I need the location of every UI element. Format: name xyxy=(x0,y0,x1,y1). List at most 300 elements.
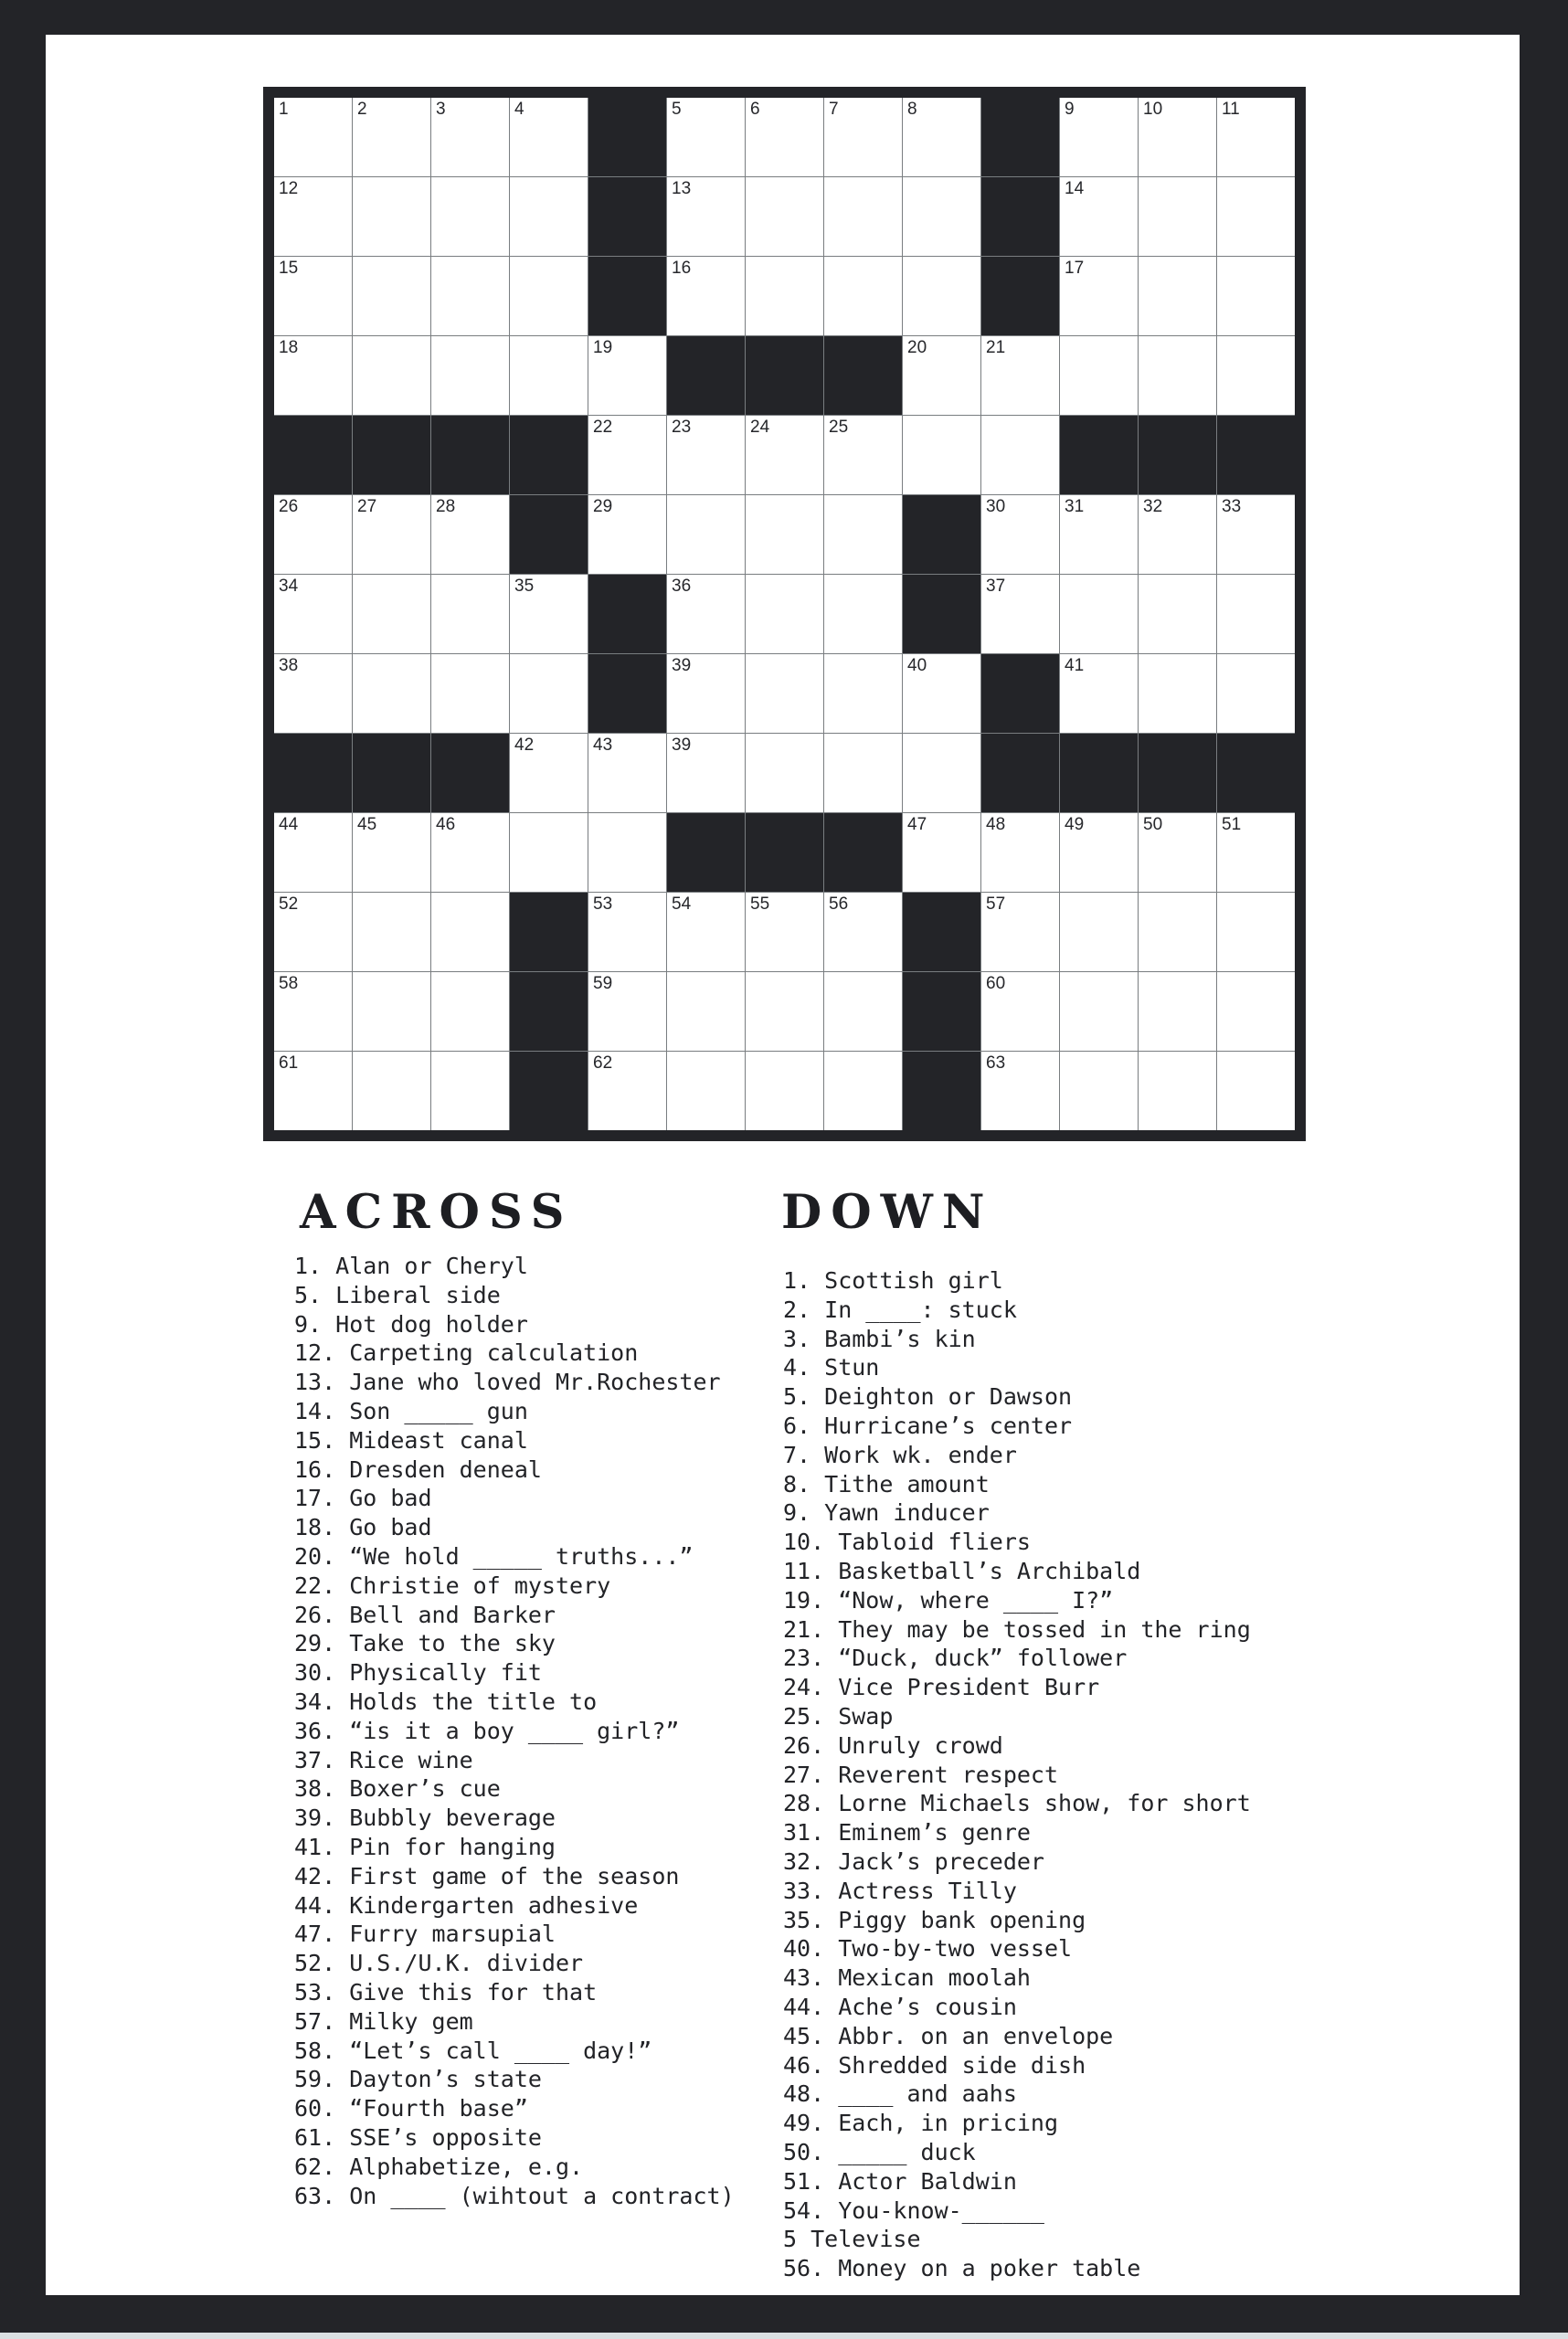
grid-cell[interactable] xyxy=(824,98,902,176)
black-square xyxy=(588,654,666,733)
black-square xyxy=(353,416,430,494)
grid-cell[interactable] xyxy=(274,257,352,335)
grid-cell[interactable] xyxy=(274,98,352,176)
grid-cell[interactable] xyxy=(824,893,902,971)
black-square xyxy=(981,98,1059,176)
grid-cell[interactable] xyxy=(746,416,823,494)
grid-cell[interactable] xyxy=(1139,654,1216,733)
cell-number: 15 xyxy=(279,259,299,278)
grid-cell[interactable] xyxy=(903,98,980,176)
down-clue: 1. Scottish girl xyxy=(783,1267,1003,1294)
black-square xyxy=(510,1052,588,1130)
cell-number: 14 xyxy=(1065,179,1085,198)
cell-number: 24 xyxy=(750,418,770,437)
grid-cell[interactable] xyxy=(1217,177,1295,256)
grid-cell[interactable] xyxy=(903,813,980,892)
paper-sheet xyxy=(46,35,1520,2295)
cell-number: 53 xyxy=(593,894,613,914)
cell-number: 29 xyxy=(593,497,613,516)
grid-cell[interactable] xyxy=(824,734,902,812)
across-clue: 53. Give this for that xyxy=(294,1978,598,2006)
across-clue: 22. Christie of mystery xyxy=(294,1572,611,1599)
cell-number: 4 xyxy=(514,100,524,119)
cell-number: 59 xyxy=(593,974,613,993)
cell-number: 6 xyxy=(750,100,760,119)
down-clue: 3. Bambi’s kin xyxy=(783,1325,976,1352)
grid-cell[interactable] xyxy=(510,98,588,176)
grid-cell[interactable] xyxy=(981,813,1059,892)
down-clue: 26. Unruly crowd xyxy=(783,1731,1003,1759)
cell-number: 56 xyxy=(829,894,849,914)
across-clue: 38. Boxer’s cue xyxy=(294,1775,501,1803)
across-clue: 30. Physically fit xyxy=(294,1659,542,1687)
grid-cell[interactable] xyxy=(510,257,588,335)
grid-cell[interactable] xyxy=(431,813,509,892)
black-square xyxy=(1060,734,1138,812)
down-clue: 48. ____ and aahs xyxy=(783,2080,1017,2108)
cell-number: 36 xyxy=(672,577,692,596)
down-clue: 21. They may be tossed in the ring xyxy=(783,1615,1251,1643)
cell-number: 57 xyxy=(986,894,1006,914)
cell-number: 46 xyxy=(436,815,456,834)
cell-number: 10 xyxy=(1143,100,1163,119)
grid-cell[interactable] xyxy=(824,575,902,653)
cell-number: 11 xyxy=(1222,100,1240,119)
grid-cell[interactable] xyxy=(746,972,823,1051)
grid-cell[interactable] xyxy=(1060,98,1138,176)
grid-cell[interactable] xyxy=(1217,257,1295,335)
black-square xyxy=(588,257,666,335)
grid-cell[interactable] xyxy=(588,813,666,892)
cell-number: 7 xyxy=(829,100,839,119)
grid-cell[interactable] xyxy=(274,575,352,653)
black-square xyxy=(981,734,1059,812)
down-clue: 25. Swap xyxy=(783,1702,894,1730)
black-square xyxy=(588,98,666,176)
black-square xyxy=(667,813,745,892)
grid-cell[interactable] xyxy=(746,654,823,733)
grid-cell[interactable] xyxy=(1139,98,1216,176)
grid-cell[interactable] xyxy=(981,416,1059,494)
cell-number: 55 xyxy=(750,894,770,914)
grid-cell[interactable] xyxy=(274,654,352,733)
grid-cell[interactable] xyxy=(1217,1052,1295,1130)
crossword-grid xyxy=(263,87,1306,1141)
cell-number: 32 xyxy=(1143,497,1163,516)
black-square xyxy=(667,336,745,415)
cell-number: 40 xyxy=(907,656,927,675)
grid-cell[interactable] xyxy=(667,734,745,812)
grid-cell[interactable] xyxy=(431,1052,509,1130)
grid-cell[interactable] xyxy=(353,1052,430,1130)
grid-cell[interactable] xyxy=(353,495,430,574)
grid-cell[interactable] xyxy=(824,495,902,574)
black-square xyxy=(1217,734,1295,812)
down-clue: 31. Eminem’s genre xyxy=(783,1819,1031,1847)
grid-cell[interactable] xyxy=(353,257,430,335)
grid-cell[interactable] xyxy=(1139,177,1216,256)
grid-cell[interactable] xyxy=(1217,893,1295,971)
black-square xyxy=(903,495,980,574)
grid-cell[interactable] xyxy=(588,734,666,812)
cell-number: 50 xyxy=(1143,815,1163,834)
cell-number: 47 xyxy=(907,815,927,834)
grid-cell[interactable] xyxy=(667,972,745,1051)
black-square xyxy=(510,893,588,971)
grid-cell[interactable] xyxy=(903,177,980,256)
grid-cell[interactable] xyxy=(1139,495,1216,574)
grid-cell[interactable] xyxy=(746,257,823,335)
down-clue: 27. Reverent respect xyxy=(783,1761,1059,1788)
across-clue: 18. Go bad xyxy=(294,1514,432,1541)
cell-number: 3 xyxy=(436,100,446,119)
grid-cell[interactable] xyxy=(824,1052,902,1130)
grid-cell[interactable] xyxy=(1060,972,1138,1051)
down-clue: 7. Work wk. ender xyxy=(783,1441,1017,1468)
grid-cell[interactable] xyxy=(431,654,509,733)
grid-cell[interactable] xyxy=(1139,893,1216,971)
grid-cell[interactable] xyxy=(431,98,509,176)
cell-number: 17 xyxy=(1065,259,1085,278)
grid-cell[interactable] xyxy=(1060,1052,1138,1130)
across-clue: 15. Mideast canal xyxy=(294,1426,528,1454)
cell-number: 23 xyxy=(672,418,692,437)
grid-cell[interactable] xyxy=(274,177,352,256)
grid-cell[interactable] xyxy=(824,257,902,335)
grid-cell[interactable] xyxy=(667,1052,745,1130)
across-clue: 58. “Let’s call ____ day!” xyxy=(294,2037,652,2064)
grid-cell[interactable] xyxy=(1217,972,1295,1051)
grid-cell[interactable] xyxy=(353,177,430,256)
cell-number: 27 xyxy=(357,497,377,516)
grid-cell[interactable] xyxy=(1139,336,1216,415)
grid-cell[interactable] xyxy=(588,1052,666,1130)
black-square xyxy=(510,495,588,574)
grid-cell[interactable] xyxy=(353,336,430,415)
cell-number: 52 xyxy=(279,894,299,914)
cell-number: 28 xyxy=(436,497,456,516)
cell-number: 45 xyxy=(357,815,377,834)
down-clue: 49. Each, in pricing xyxy=(783,2110,1059,2137)
across-clue: 16. Dresden deneal xyxy=(294,1455,542,1483)
grid-cell[interactable] xyxy=(746,734,823,812)
down-clue: 2. In ____: stuck xyxy=(783,1296,1017,1323)
black-square xyxy=(746,813,823,892)
grid-cell[interactable] xyxy=(1217,495,1295,574)
grid-cell[interactable] xyxy=(667,416,745,494)
down-clue: 44. Ache’s cousin xyxy=(783,1993,1017,2020)
cell-number: 51 xyxy=(1222,815,1242,834)
grid-cell[interactable] xyxy=(903,416,980,494)
cell-number: 9 xyxy=(1065,100,1075,119)
grid-cell[interactable] xyxy=(510,336,588,415)
black-square xyxy=(510,972,588,1051)
grid-cell[interactable] xyxy=(431,177,509,256)
black-square xyxy=(981,257,1059,335)
grid-cell[interactable] xyxy=(353,98,430,176)
crossword-cells xyxy=(274,98,1295,1130)
across-clue: 37. Rice wine xyxy=(294,1746,473,1773)
across-clue: 52. U.S./U.K. divider xyxy=(294,1950,584,1977)
grid-cell[interactable] xyxy=(1060,575,1138,653)
grid-cell[interactable] xyxy=(1217,654,1295,733)
grid-cell[interactable] xyxy=(824,177,902,256)
cell-number: 37 xyxy=(986,577,1006,596)
grid-cell[interactable] xyxy=(1060,893,1138,971)
grid-cell[interactable] xyxy=(903,257,980,335)
grid-cell[interactable] xyxy=(1139,813,1216,892)
grid-cell[interactable] xyxy=(667,654,745,733)
cell-number: 5 xyxy=(672,100,682,119)
grid-cell[interactable] xyxy=(510,575,588,653)
black-square xyxy=(1217,416,1295,494)
black-square xyxy=(824,336,902,415)
cell-number: 43 xyxy=(593,736,613,755)
down-clue: 9. Yawn inducer xyxy=(783,1499,990,1527)
grid-cell[interactable] xyxy=(981,336,1059,415)
grid-cell[interactable] xyxy=(353,813,430,892)
across-heading: ACROSS xyxy=(300,1185,574,1240)
black-square xyxy=(431,416,509,494)
grid-cell[interactable] xyxy=(746,1052,823,1130)
across-clue: 61. SSE’s opposite xyxy=(294,2123,542,2151)
across-clue: 59. Dayton’s state xyxy=(294,2066,542,2093)
grid-cell[interactable] xyxy=(1217,813,1295,892)
grid-cell[interactable] xyxy=(588,416,666,494)
across-clue: 42. First game of the season xyxy=(294,1862,680,1889)
cell-number: 13 xyxy=(672,179,692,198)
down-clue: 8. Tithe amount xyxy=(783,1470,990,1498)
cell-number: 22 xyxy=(593,418,613,437)
grid-cell[interactable] xyxy=(274,893,352,971)
cell-number: 8 xyxy=(907,100,917,119)
cell-number: 38 xyxy=(279,656,299,675)
grid-cell[interactable] xyxy=(353,972,430,1051)
down-clue: 54. You-know-______ xyxy=(783,2196,1044,2224)
grid-cell[interactable] xyxy=(1060,336,1138,415)
grid-cell[interactable] xyxy=(510,734,588,812)
black-square xyxy=(824,813,902,892)
grid-cell[interactable] xyxy=(667,257,745,335)
grid-cell[interactable] xyxy=(746,177,823,256)
cell-number: 18 xyxy=(279,338,299,357)
cell-number: 33 xyxy=(1222,497,1242,516)
grid-cell[interactable] xyxy=(1060,654,1138,733)
grid-cell[interactable] xyxy=(274,336,352,415)
grid-cell[interactable] xyxy=(510,654,588,733)
across-clue: 36. “is it a boy ____ girl?” xyxy=(294,1717,680,1744)
grid-cell[interactable] xyxy=(1217,336,1295,415)
down-clue: 10. Tabloid fliers xyxy=(783,1529,1031,1556)
down-clue-list xyxy=(783,1266,1251,2283)
grid-cell[interactable] xyxy=(1217,98,1295,176)
grid-cell[interactable] xyxy=(746,98,823,176)
cell-number: 61 xyxy=(279,1053,299,1073)
down-clue: 28. Lorne Michaels show, for short xyxy=(783,1790,1251,1817)
cell-number: 12 xyxy=(279,179,299,198)
black-square xyxy=(981,177,1059,256)
down-clue: 40. Two-by-two vessel xyxy=(783,1935,1073,1963)
cell-number: 35 xyxy=(514,577,535,596)
grid-cell[interactable] xyxy=(981,575,1059,653)
down-clue: 46. Shredded side dish xyxy=(783,2051,1086,2079)
grid-cell[interactable] xyxy=(510,177,588,256)
grid-cell[interactable] xyxy=(903,734,980,812)
grid-cell[interactable] xyxy=(1217,575,1295,653)
grid-cell[interactable] xyxy=(274,1052,352,1130)
grid-cell[interactable] xyxy=(1139,1052,1216,1130)
down-clue: 33. Actress Tilly xyxy=(783,1877,1017,1904)
cell-number: 62 xyxy=(593,1053,613,1073)
down-clue: 24. Vice President Burr xyxy=(783,1674,1100,1701)
grid-cell[interactable] xyxy=(981,495,1059,574)
cell-number: 48 xyxy=(986,815,1006,834)
across-clue: 12. Carpeting calculation xyxy=(294,1339,639,1367)
cell-number: 25 xyxy=(829,418,849,437)
grid-cell[interactable] xyxy=(588,893,666,971)
across-clue: 44. Kindergarten adhesive xyxy=(294,1891,639,1919)
cell-number: 49 xyxy=(1065,815,1085,834)
cell-number: 1 xyxy=(279,100,289,119)
black-square xyxy=(903,1052,980,1130)
black-square xyxy=(903,893,980,971)
cell-number: 39 xyxy=(672,656,692,675)
across-clue: 17. Go bad xyxy=(294,1485,432,1512)
grid-cell[interactable] xyxy=(1139,257,1216,335)
across-clue: 5. Liberal side xyxy=(294,1281,501,1308)
grid-cell[interactable] xyxy=(431,893,509,971)
grid-cell[interactable] xyxy=(981,1052,1059,1130)
cell-number: 2 xyxy=(357,100,367,119)
across-clue: 63. On ____ (wihtout a contract) xyxy=(294,2182,735,2209)
down-clue: 45. Abbr. on an envelope xyxy=(783,2022,1114,2049)
cell-number: 16 xyxy=(672,259,692,278)
black-square xyxy=(588,575,666,653)
cell-number: 26 xyxy=(279,497,299,516)
black-square xyxy=(274,734,352,812)
across-clue: 62. Alphabetize, e.g. xyxy=(294,2153,584,2180)
grid-cell[interactable] xyxy=(588,495,666,574)
cell-number: 42 xyxy=(514,736,535,755)
grid-cell[interactable] xyxy=(353,893,430,971)
grid-cell[interactable] xyxy=(667,177,745,256)
black-square xyxy=(1139,416,1216,494)
across-clue: 14. Son _____ gun xyxy=(294,1397,528,1424)
across-clue: 34. Holds the title to xyxy=(294,1688,598,1715)
cell-number: 21 xyxy=(986,338,1006,357)
grid-cell[interactable] xyxy=(903,654,980,733)
down-clue: 4. Stun xyxy=(783,1354,880,1381)
down-clue: 56. Money on a poker table xyxy=(783,2255,1141,2282)
down-clue: 51. Actor Baldwin xyxy=(783,2167,1017,2195)
across-clue: 39. Bubbly beverage xyxy=(294,1805,556,1832)
grid-cell[interactable] xyxy=(1139,972,1216,1051)
grid-cell[interactable] xyxy=(431,495,509,574)
grid-cell[interactable] xyxy=(1060,257,1138,335)
grid-cell[interactable] xyxy=(1060,495,1138,574)
grid-cell[interactable] xyxy=(981,972,1059,1051)
cell-number: 31 xyxy=(1065,497,1085,516)
across-clue: 57. Milky gem xyxy=(294,2007,473,2035)
cell-number: 41 xyxy=(1065,656,1085,675)
across-clue: 41. Pin for hanging xyxy=(294,1833,556,1860)
black-square xyxy=(353,734,430,812)
grid-cell[interactable] xyxy=(353,575,430,653)
grid-cell[interactable] xyxy=(431,257,509,335)
across-clue: 29. Take to the sky xyxy=(294,1630,556,1657)
grid-cell[interactable] xyxy=(274,972,352,1051)
grid-cell[interactable] xyxy=(431,336,509,415)
grid-cell[interactable] xyxy=(824,972,902,1051)
black-square xyxy=(510,416,588,494)
cell-number: 63 xyxy=(986,1053,1006,1073)
cell-number: 19 xyxy=(593,338,613,357)
down-clue: 5. Deighton or Dawson xyxy=(783,1383,1073,1411)
grid-cell[interactable] xyxy=(667,575,745,653)
across-clue: 47. Furry marsupial xyxy=(294,1921,556,1948)
page-bottom-edge xyxy=(0,2333,1568,2339)
down-clue: 6. Hurricane’s center xyxy=(783,1412,1073,1439)
cell-number: 20 xyxy=(907,338,927,357)
grid-cell[interactable] xyxy=(1060,813,1138,892)
grid-cell[interactable] xyxy=(510,813,588,892)
black-square xyxy=(746,336,823,415)
grid-cell[interactable] xyxy=(667,495,745,574)
down-clue: 5 Televise xyxy=(783,2226,921,2253)
grid-cell[interactable] xyxy=(274,495,352,574)
down-heading: DOWN xyxy=(781,1185,994,1240)
cell-number: 60 xyxy=(986,974,1006,993)
cell-number: 30 xyxy=(986,497,1006,516)
black-square xyxy=(1060,416,1138,494)
grid-cell[interactable] xyxy=(588,336,666,415)
across-clue-list xyxy=(294,1252,735,2210)
grid-cell[interactable] xyxy=(353,654,430,733)
down-clue: 43. Mexican moolah xyxy=(783,1964,1031,1992)
black-square xyxy=(903,972,980,1051)
grid-cell[interactable] xyxy=(431,575,509,653)
down-clue: 35. Piggy bank opening xyxy=(783,1906,1086,1933)
grid-cell[interactable] xyxy=(746,495,823,574)
grid-cell[interactable] xyxy=(588,972,666,1051)
grid-cell[interactable] xyxy=(274,813,352,892)
grid-cell[interactable] xyxy=(746,893,823,971)
across-clue: 20. “We hold _____ truths...” xyxy=(294,1542,694,1570)
cell-number: 39 xyxy=(672,736,692,755)
across-clue: 13. Jane who loved Mr.Rochester xyxy=(294,1369,721,1396)
grid-cell[interactable] xyxy=(824,654,902,733)
down-clue: 19. “Now, where ____ I?” xyxy=(783,1586,1114,1614)
grid-cell[interactable] xyxy=(1060,177,1138,256)
grid-cell[interactable] xyxy=(981,893,1059,971)
black-square xyxy=(1139,734,1216,812)
cell-number: 44 xyxy=(279,815,299,834)
down-clue: 32. Jack’s preceder xyxy=(783,1847,1044,1875)
across-clue: 60. “Fourth base” xyxy=(294,2095,528,2122)
grid-cell[interactable] xyxy=(667,893,745,971)
across-clue: 1. Alan or Cheryl xyxy=(294,1253,528,1279)
grid-cell[interactable] xyxy=(746,575,823,653)
black-square xyxy=(431,734,509,812)
grid-cell[interactable] xyxy=(824,416,902,494)
grid-cell[interactable] xyxy=(1139,575,1216,653)
down-clue: 11. Basketball’s Archibald xyxy=(783,1557,1141,1584)
cell-number: 58 xyxy=(279,974,299,993)
grid-cell[interactable] xyxy=(903,336,980,415)
black-square xyxy=(588,177,666,256)
grid-cell[interactable] xyxy=(431,972,509,1051)
grid-cell[interactable] xyxy=(667,98,745,176)
